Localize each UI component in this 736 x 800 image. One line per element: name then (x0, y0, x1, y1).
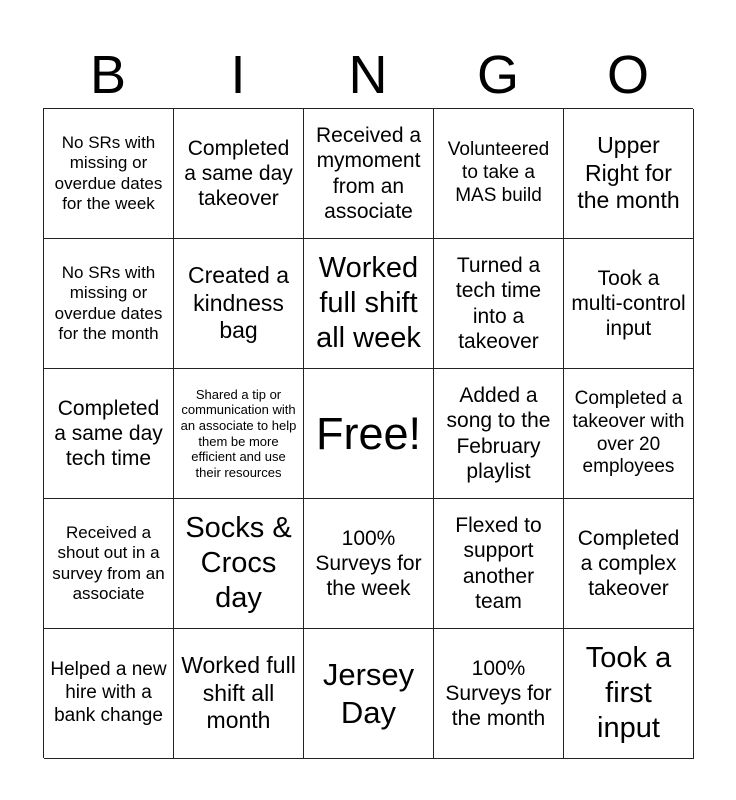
header-letter-g: G (476, 45, 519, 105)
bingo-cell[interactable]: Completed a takeover with over 20 employees (564, 369, 694, 499)
bingo-cell[interactable]: Received a mymoment from an associate (304, 109, 434, 239)
bingo-cell[interactable]: Shared a tip or communication with an associate to help them be more efficient and use their resources (174, 369, 304, 499)
header-letter-n: N (348, 45, 388, 105)
bingo-cell[interactable]: Completed a complex takeover (564, 499, 694, 629)
bingo-cell[interactable]: Received a shout out in a survey from an associate (44, 499, 174, 629)
header-letter-i: I (230, 45, 246, 105)
bingo-cell[interactable]: Helped a new hire with a bank change (44, 629, 174, 759)
bingo-cell-free[interactable]: Free! (304, 369, 434, 499)
bingo-cell[interactable]: Turned a tech time into a takeover (434, 239, 564, 369)
bingo-cell[interactable]: 100% Surveys for the week (304, 499, 434, 629)
bingo-cell[interactable]: Worked full shift all month (174, 629, 304, 759)
bingo-cell[interactable]: Took a multi-control input (564, 239, 694, 369)
bingo-cell[interactable]: Took a first input (564, 629, 694, 759)
bingo-grid (43, 108, 693, 758)
bingo-cell[interactable]: 100% Surveys for the month (434, 629, 564, 759)
bingo-cell[interactable]: Socks & Crocs day (174, 499, 304, 629)
bingo-cell[interactable]: Created a kindness bag (174, 239, 304, 369)
bingo-cell[interactable]: Flexed to support another team (434, 499, 564, 629)
bingo-cell[interactable]: No SRs with missing or overdue dates for the month (44, 239, 174, 369)
bingo-cell[interactable]: Volunteered to take a MAS build (434, 109, 564, 239)
bingo-cell[interactable]: No SRs with missing or overdue dates for the week (44, 109, 174, 239)
header-letter-o: O (606, 45, 649, 105)
bingo-cell[interactable]: Worked full shift all week (304, 239, 434, 369)
bingo-cell[interactable]: Jersey Day (304, 629, 434, 759)
bingo-cell[interactable]: Upper Right for the month (564, 109, 694, 239)
header-letter-b: B (89, 45, 127, 105)
bingo-cell[interactable]: Completed a same day takeover (174, 109, 304, 239)
bingo-cell[interactable]: Completed a same day tech time (44, 369, 174, 499)
bingo-cell[interactable]: Added a song to the February playlist (434, 369, 564, 499)
bingo-header (43, 42, 693, 108)
